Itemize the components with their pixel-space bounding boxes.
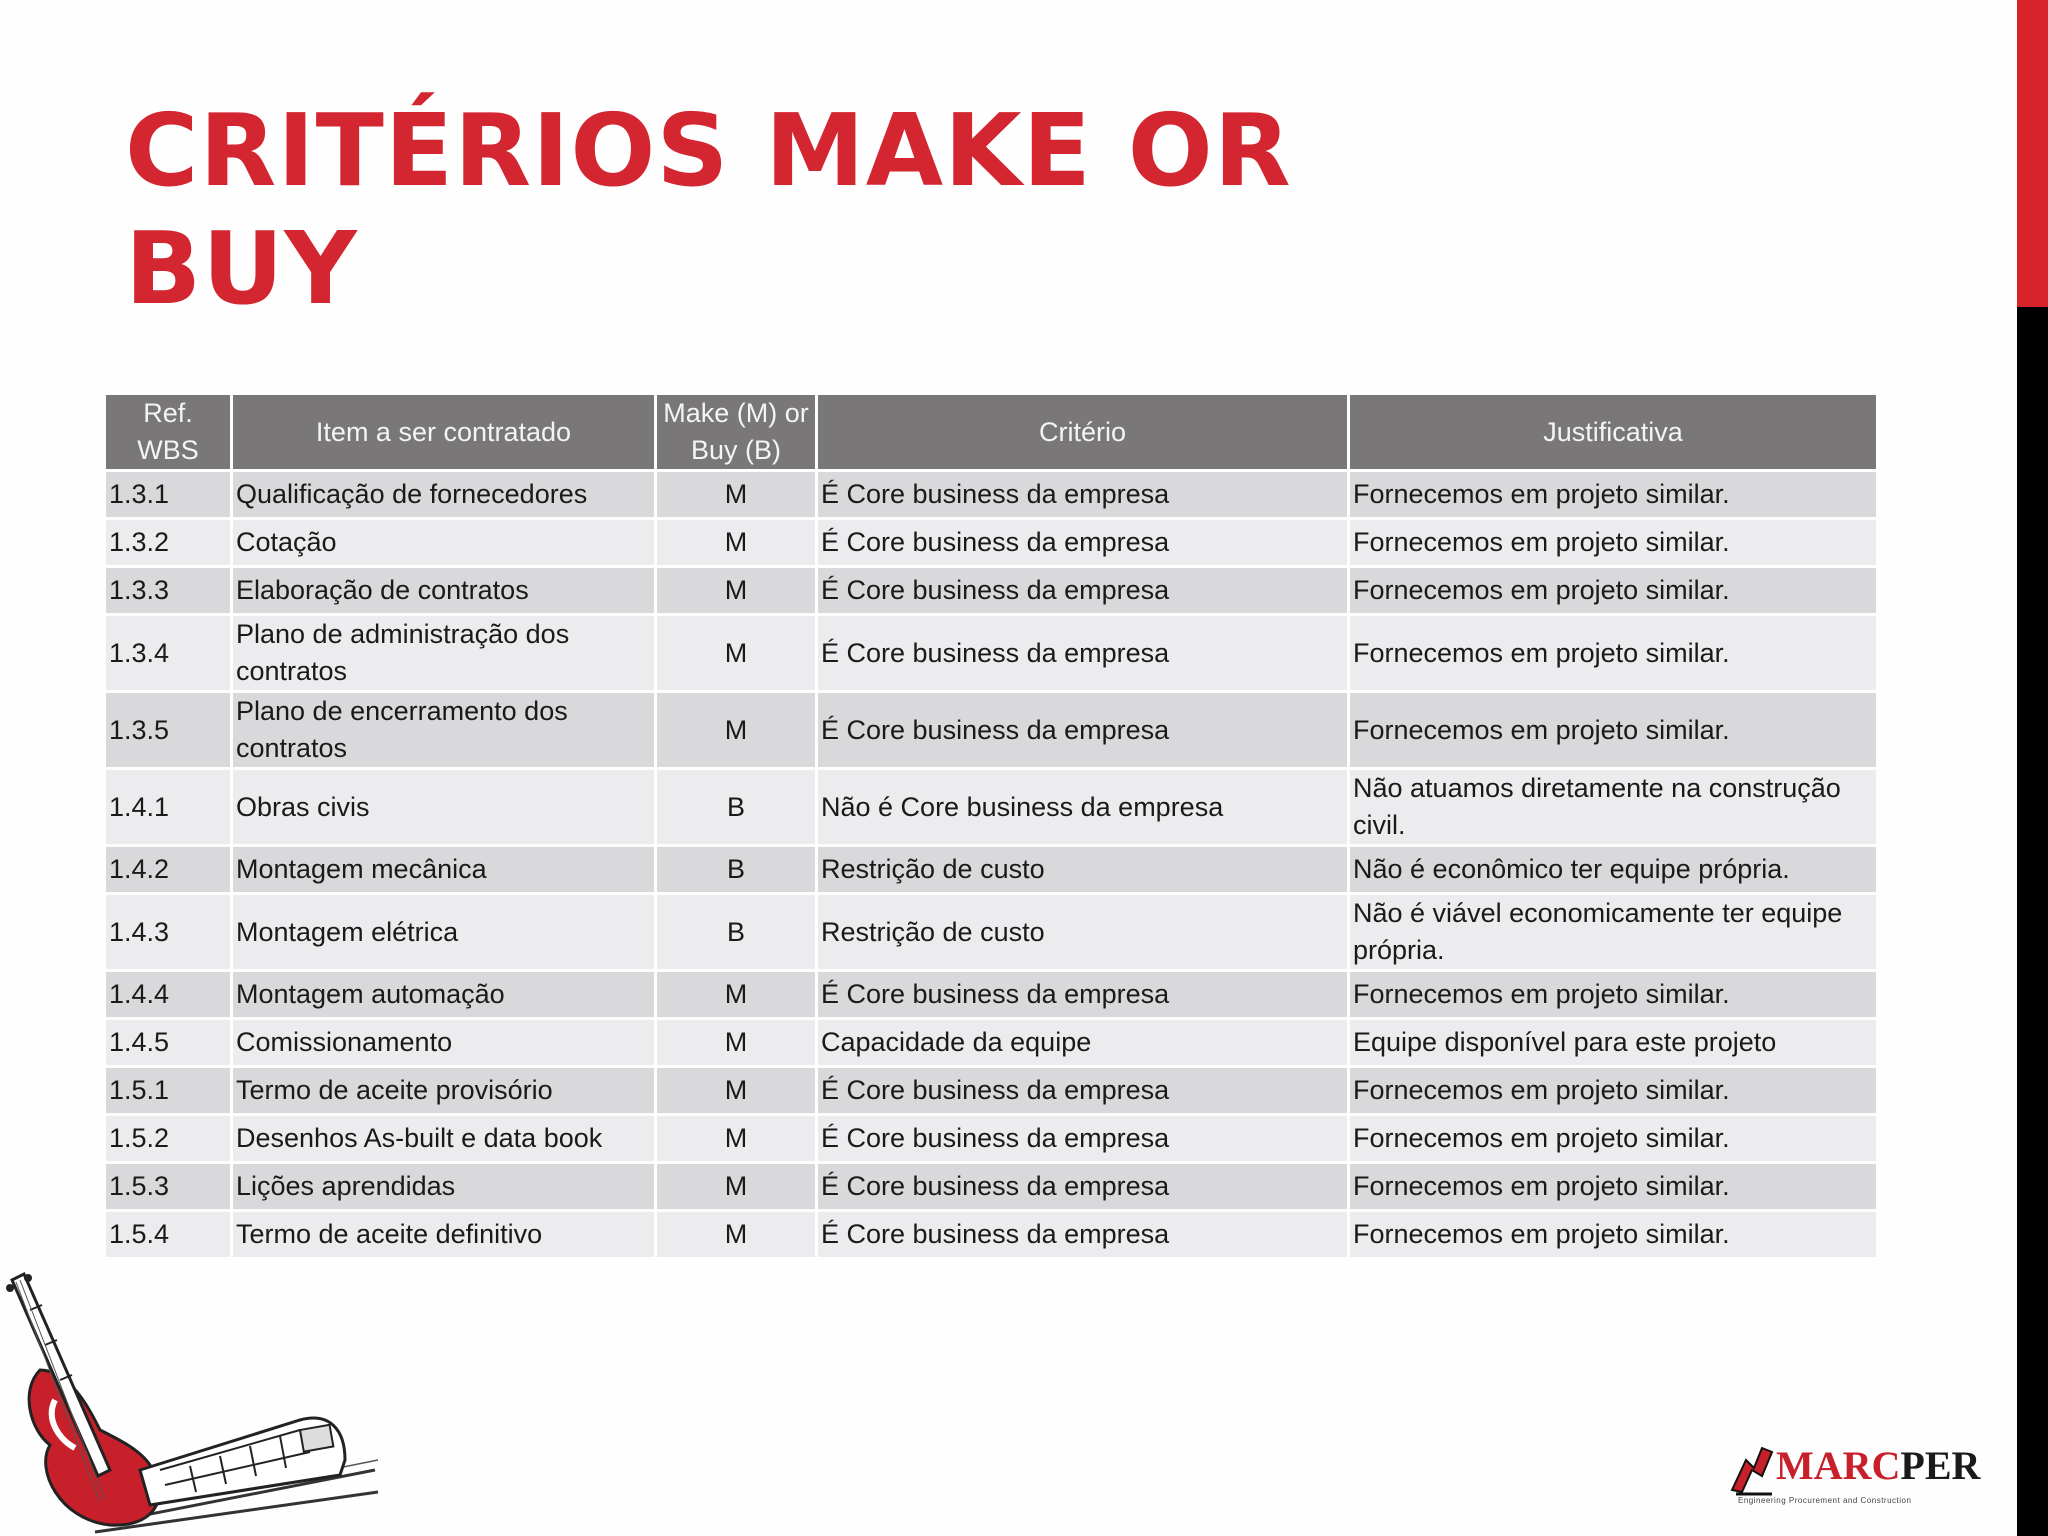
cell-item: Comissionamento (233, 1020, 654, 1065)
cell-make-or-buy: M (657, 472, 815, 517)
cell-justificativa: Fornecemos em projeto similar. (1350, 1116, 1876, 1161)
cell-criterio: Restrição de custo (818, 847, 1347, 892)
cell-make-or-buy: B (657, 895, 815, 969)
header-justificativa: Justificativa (1350, 395, 1876, 469)
cell-make-or-buy: M (657, 1116, 815, 1161)
header-criterio: Critério (818, 395, 1347, 469)
logo-tagline: Engineering Procurement and Construction (1738, 1496, 1912, 1505)
cell-ref: 1.3.4 (106, 616, 230, 690)
cell-criterio: É Core business da empresa (818, 1116, 1347, 1161)
cell-ref: 1.3.3 (106, 568, 230, 613)
table-row (106, 693, 1876, 767)
cell-make-or-buy: M (657, 1020, 815, 1065)
cell-justificativa: Fornecemos em projeto similar. (1350, 568, 1876, 613)
cell-criterio: Capacidade da equipe (818, 1020, 1347, 1065)
cell-ref: 1.4.2 (106, 847, 230, 892)
header-ref-wbs: Ref. WBS (106, 395, 230, 469)
table-row (106, 616, 1876, 690)
cell-justificativa: Não é econômico ter equipe própria. (1350, 847, 1876, 892)
cell-justificativa: Não atuamos diretamente na construção civil. (1350, 770, 1876, 844)
cell-make-or-buy: M (657, 972, 815, 1017)
cell-ref: 1.3.2 (106, 520, 230, 565)
cell-make-or-buy: M (657, 568, 815, 613)
cell-criterio: É Core business da empresa (818, 1212, 1347, 1257)
table-row (106, 1164, 1876, 1209)
cell-item: Montagem automação (233, 972, 654, 1017)
marcper-logo (1728, 1440, 1981, 1516)
table-row (106, 520, 1876, 565)
cell-item: Qualificação de fornecedores (233, 472, 654, 517)
table-header-row (106, 395, 1876, 469)
logo-wordmark (1776, 1442, 1980, 1489)
cell-item: Montagem elétrica (233, 895, 654, 969)
cell-ref: 1.4.4 (106, 972, 230, 1017)
cell-item: Elaboração de contratos (233, 568, 654, 613)
table-row (106, 847, 1876, 892)
cell-item: Termo de aceite provisório (233, 1068, 654, 1113)
cell-justificativa: Fornecemos em projeto similar. (1350, 693, 1876, 767)
cell-ref: 1.4.3 (106, 895, 230, 969)
cell-justificativa: Fornecemos em projeto similar. (1350, 1068, 1876, 1113)
right-accent-bar-black (2017, 307, 2048, 1536)
cell-criterio: Restrição de custo (818, 895, 1347, 969)
cell-item: Lições aprendidas (233, 1164, 654, 1209)
cell-justificativa: Fornecemos em projeto similar. (1350, 1164, 1876, 1209)
cell-make-or-buy: M (657, 616, 815, 690)
cell-criterio: É Core business da empresa (818, 1164, 1347, 1209)
table-row (106, 972, 1876, 1017)
cell-ref: 1.5.4 (106, 1212, 230, 1257)
table-row (106, 1116, 1876, 1161)
cell-criterio: É Core business da empresa (818, 1068, 1347, 1113)
cell-item: Obras civis (233, 770, 654, 844)
cell-justificativa: Não é viável economicamente ter equipe própria. (1350, 895, 1876, 969)
right-accent-bar-red (2017, 0, 2048, 307)
make-or-buy-table (103, 392, 1879, 1260)
table-row (106, 1212, 1876, 1257)
header-make-or-buy: Make (M) or Buy (B) (657, 395, 815, 469)
logo-name-part1: MARC (1776, 1443, 1901, 1488)
cell-justificativa: Fornecemos em projeto similar. (1350, 1212, 1876, 1257)
cell-item: Cotação (233, 520, 654, 565)
cell-ref: 1.3.5 (106, 693, 230, 767)
cell-make-or-buy: M (657, 1164, 815, 1209)
cell-justificativa: Equipe disponível para este projeto (1350, 1020, 1876, 1065)
cell-item: Montagem mecânica (233, 847, 654, 892)
page-title: CRITÉRIOS MAKE OR BUY (125, 92, 1292, 327)
cell-justificativa: Fornecemos em projeto similar. (1350, 520, 1876, 565)
cell-item: Plano de encerramento dos contratos (233, 693, 654, 767)
guitar-train-illustration (0, 1270, 380, 1536)
cell-ref: 1.4.5 (106, 1020, 230, 1065)
table-row (106, 1020, 1876, 1065)
cell-make-or-buy: M (657, 1212, 815, 1257)
cell-justificativa: Fornecemos em projeto similar. (1350, 972, 1876, 1017)
cell-make-or-buy: B (657, 847, 815, 892)
cell-ref: 1.3.1 (106, 472, 230, 517)
cell-item: Desenhos As-built e data book (233, 1116, 654, 1161)
cell-criterio: É Core business da empresa (818, 616, 1347, 690)
cell-ref: 1.5.1 (106, 1068, 230, 1113)
cell-item: Termo de aceite definitivo (233, 1212, 654, 1257)
table-row (106, 472, 1876, 517)
cell-make-or-buy: M (657, 520, 815, 565)
cell-criterio: Não é Core business da empresa (818, 770, 1347, 844)
table-row (106, 1068, 1876, 1113)
table-row (106, 895, 1876, 969)
cell-criterio: É Core business da empresa (818, 520, 1347, 565)
table-row (106, 568, 1876, 613)
cell-criterio: É Core business da empresa (818, 472, 1347, 517)
cell-justificativa: Fornecemos em projeto similar. (1350, 472, 1876, 517)
logo-name-part2: PER (1900, 1443, 1981, 1488)
cell-ref: 1.4.1 (106, 770, 230, 844)
cell-criterio: É Core business da empresa (818, 568, 1347, 613)
cell-make-or-buy: M (657, 1068, 815, 1113)
table-row (106, 770, 1876, 844)
cell-justificativa: Fornecemos em projeto similar. (1350, 616, 1876, 690)
marcper-emblem-icon (1728, 1440, 1776, 1496)
cell-criterio: É Core business da empresa (818, 693, 1347, 767)
cell-ref: 1.5.2 (106, 1116, 230, 1161)
cell-ref: 1.5.3 (106, 1164, 230, 1209)
cell-item: Plano de administração dos contratos (233, 616, 654, 690)
header-item: Item a ser contratado (233, 395, 654, 469)
cell-make-or-buy: B (657, 770, 815, 844)
cell-make-or-buy: M (657, 693, 815, 767)
cell-criterio: É Core business da empresa (818, 972, 1347, 1017)
